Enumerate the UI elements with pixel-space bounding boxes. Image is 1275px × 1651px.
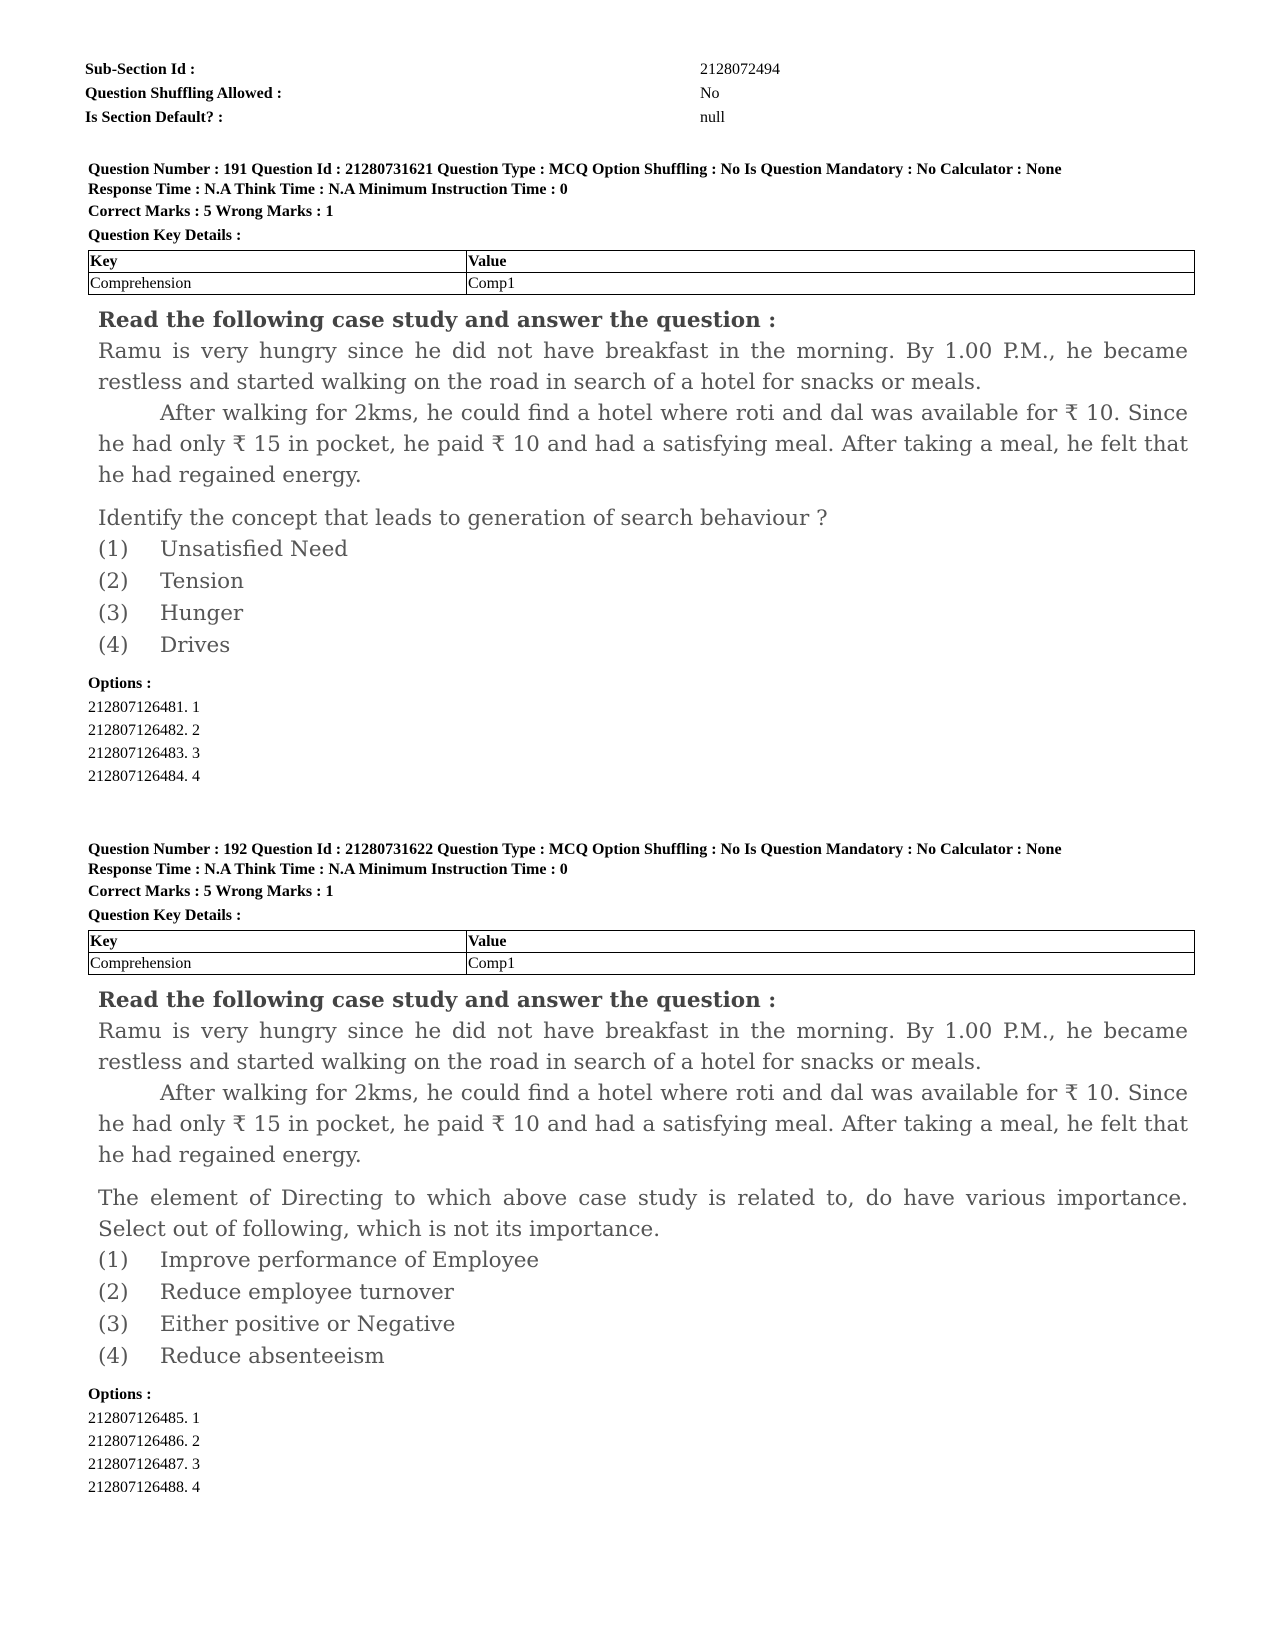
choice-number: (3)	[98, 601, 129, 626]
choice-item	[98, 1245, 1188, 1277]
case-title: Read the following case study and answer the question :	[98, 988, 777, 1013]
key-details-table	[88, 250, 1195, 295]
choice-number: (2)	[98, 569, 129, 594]
case-paragraph-2: After walking for 2kms, he could find a hotel where roti and dal was available for ₹ 10. Since he had only ₹ 15 in pocket, he paid ₹ 10 and had a satisfying meal. After taking a meal, he felt that he had regained energy.	[98, 1081, 1188, 1168]
choice-item	[98, 534, 1188, 566]
meta-label: Sub-Section Id :	[85, 61, 196, 78]
sub-section-id-row	[85, 58, 1185, 82]
table-header-row	[89, 251, 1195, 273]
options-label: Options :	[88, 675, 152, 692]
question-header-line2: Response Time : N.A Think Time : N.A Minimum Instruction Time : 0	[88, 861, 568, 878]
marks-line: Correct Marks : 5 Wrong Marks : 1	[88, 883, 334, 900]
table-cell-value: Comp1	[467, 273, 1195, 295]
section-meta	[85, 58, 1185, 130]
option-id: 212807126488. 4	[88, 1479, 200, 1496]
option-id: 212807126481. 1	[88, 699, 200, 716]
choice-number: (1)	[98, 537, 129, 562]
case-study-image-text	[98, 305, 1188, 662]
option-id: 212807126484. 4	[88, 768, 200, 785]
table-header-key: Key	[89, 931, 467, 953]
choice-text: Unsatisfied Need	[160, 537, 349, 562]
option-id: 212807126485. 1	[88, 1410, 200, 1427]
key-details-label: Question Key Details :	[88, 227, 242, 244]
table-header-key: Key	[89, 251, 467, 273]
choice-text: Tension	[160, 569, 244, 594]
meta-value: No	[700, 85, 720, 102]
case-title: Read the following case study and answer the question :	[98, 308, 777, 333]
choice-number: (2)	[98, 1280, 129, 1305]
choice-number: (3)	[98, 1312, 129, 1337]
choice-number: (1)	[98, 1248, 129, 1273]
choice-text: Improve performance of Employee	[160, 1248, 540, 1273]
question-shuffling-row	[85, 82, 1185, 106]
table-header-value: Value	[467, 931, 1195, 953]
question-header-line1: Question Number : 191 Question Id : 21280731621 Question Type : MCQ Option Shuffling : No Is Question Mandatory : No Calculator : None	[88, 161, 1062, 178]
table-cell-key: Comprehension	[89, 273, 467, 295]
case-study-image-text	[98, 985, 1188, 1373]
meta-label: Is Section Default? :	[85, 109, 224, 126]
choice-text: Drives	[160, 633, 231, 658]
choice-item	[98, 1277, 1188, 1309]
marks-line: Correct Marks : 5 Wrong Marks : 1	[88, 203, 334, 220]
case-paragraph-1: Ramu is very hungry since he did not have breakfast in the morning. By 1.00 P.M., he became restless and started walking on the road in search of a hotel for snacks or meals.	[98, 1019, 1188, 1075]
choice-number: (4)	[98, 1344, 129, 1369]
case-paragraph-2: After walking for 2kms, he could find a hotel where roti and dal was available for ₹ 10. Since he had only ₹ 15 in pocket, he paid ₹ 10 and had a satisfying meal. After taking a meal, he felt that he had regained energy.	[98, 401, 1188, 488]
choice-text: Reduce employee turnover	[160, 1280, 454, 1305]
meta-value: 2128072494	[700, 61, 780, 78]
choice-item	[98, 1341, 1188, 1373]
choice-number: (4)	[98, 633, 129, 658]
option-id: 212807126487. 3	[88, 1456, 200, 1473]
choice-item	[98, 630, 1188, 662]
table-row	[89, 953, 1195, 975]
option-id: 212807126483. 3	[88, 745, 200, 762]
question-header-line2: Response Time : N.A Think Time : N.A Minimum Instruction Time : 0	[88, 181, 568, 198]
option-id: 212807126486. 2	[88, 1433, 200, 1450]
question-block	[88, 160, 1188, 788]
option-id: 212807126482. 2	[88, 722, 200, 739]
section-default-row	[85, 106, 1185, 130]
meta-label: Question Shuffling Allowed :	[85, 85, 282, 102]
question-text: Identify the concept that leads to generation of search behaviour ?	[98, 506, 828, 531]
meta-value: null	[700, 109, 725, 126]
key-details-table	[88, 930, 1195, 975]
key-details-label: Question Key Details :	[88, 907, 242, 924]
case-paragraph-1: Ramu is very hungry since he did not have breakfast in the morning. By 1.00 P.M., he became restless and started walking on the road in search of a hotel for snacks or meals.	[98, 339, 1188, 395]
choice-item	[98, 598, 1188, 630]
choice-text: Either positive or Negative	[160, 1312, 456, 1337]
table-cell-value: Comp1	[467, 953, 1195, 975]
question-block	[88, 840, 1188, 1499]
question-text: The element of Directing to which above case study is related to, do have various importance. Select out of following, which is not its importance.	[98, 1186, 1188, 1242]
question-header-line1: Question Number : 192 Question Id : 21280731622 Question Type : MCQ Option Shuffling : No Is Question Mandatory : No Calculator : None	[88, 841, 1062, 858]
choice-text: Reduce absenteeism	[160, 1344, 385, 1369]
table-header-value: Value	[467, 251, 1195, 273]
choice-item	[98, 1309, 1188, 1341]
choice-item	[98, 566, 1188, 598]
table-cell-key: Comprehension	[89, 953, 467, 975]
choice-text: Hunger	[160, 601, 244, 626]
options-label: Options :	[88, 1386, 152, 1403]
table-header-row	[89, 931, 1195, 953]
table-row	[89, 273, 1195, 295]
